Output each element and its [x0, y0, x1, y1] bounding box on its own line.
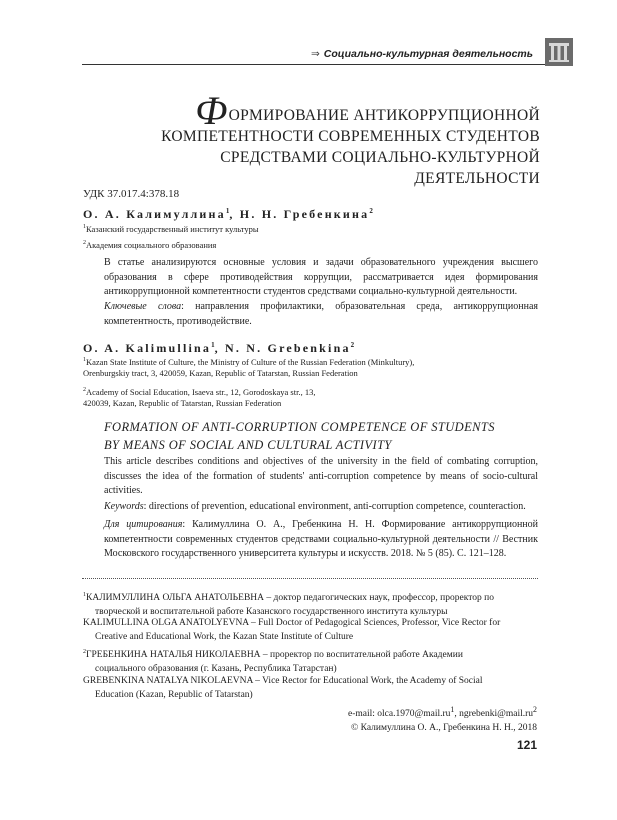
abstract-en: This article describes conditions and objectives of the university in the field of combating corruption, discusses the idea of the formation of students' anti-corruption competence by means of socio-cultural activities. [104, 456, 538, 496]
abstract-ru: В статье анализируются основные условия и задачи образовательного учреждения высшего образования в сфере противодействия коррупции, рассматривается идея формирования антикоррупционной компетентности студентов средствами социально-культурной деятельности. [104, 257, 538, 297]
footnote-author2-ru: $^2$ГРЕБЕНКИНА НАТАЛЬЯ НИКОЛАЕВНА – проректор по воспитательной работе Академии социального образования (г. Казань, Республика Татарстан) [83, 649, 463, 674]
footnote-author2-en: GREBENKINA NATALYA NIKOLAEVNA – Vice Rector for Educational Work, the Academy of Social Education (Kazan, Republic of Tatarstan) [83, 676, 483, 700]
article-title-ru: ФОРМИРОВАНИЕ АНТИКОРРУПЦИОННОЙ КОМПЕТЕНТНОСТИ СОВРЕМЕННЫХ СТУДЕНТОВ СРЕДСТВАМИ СОЦИАЛЬНО-КУЛЬТУРНОЙ ДЕЯТЕЛЬНОСТИ [161, 88, 540, 187]
section-name: Социально-культурная деятельность [323, 48, 533, 60]
affiliation-en-2: $^2$Academy of Social Education, Isaeva str., 12, Gorodoskaya str., 13, 420039, Kazan, Republic of Tatarstan, Russian Federation [83, 386, 316, 408]
contact-info [348, 703, 537, 735]
keywords-ru: Ключевые слова: направления профилактики, образовательная среда, антикоррупционная компетентность, противодействие. [104, 301, 538, 327]
email-link-1[interactable]: olca.1970@mail.ru [377, 709, 451, 720]
affiliation-ru-1: $^1$Казанский государственный институт культуры [83, 223, 259, 234]
article-title-en: FORMATION OF ANTI-CORRUPTION COMPETENCE OF STUDENTS BY MEANS OF SOCIAL AND CULTURAL ACTIVITY [104, 420, 495, 452]
email-link-2[interactable]: ngrebenki@mail.ru [459, 709, 534, 720]
copyright: © Калимуллина О. А., Гребенкина Н. Н., 2018 [351, 722, 537, 733]
authors-en: O. A. Kalimullina$^1$, N. N. Grebenkina$^2$ [83, 341, 355, 355]
page-number: 121 [516, 738, 537, 752]
footnote-separator [82, 578, 538, 579]
email-line: e-mail: $olca.1970@mail.ru^1$, $ngrebenki@mail.ru^2$ [348, 705, 537, 720]
authors-ru: О. А. Калимуллина$^1$, Н. Н. Гребенкина$^2$ [83, 207, 373, 221]
udk-code: УДК 37.017.4:378.18 [83, 188, 180, 200]
journal-logo-icon [545, 38, 573, 66]
footnote-author1-en: KALIMULLINA OLGA ANATOLYEVNA – Full Doctor of Pedagogical Sciences, Professor, Vice Rector for Creative and Educational Work, the Kazan State Institute of Culture [83, 618, 501, 642]
running-header [311, 48, 533, 60]
affiliation-ru-2: $^2$Академия социального образования [83, 239, 217, 250]
arrow-icon: ⇒ [310, 48, 320, 60]
title-initial: Ф [195, 88, 228, 133]
keywords-en: Keywords: directions of prevention, educational environment, anti-corruption competence, counteraction. [104, 501, 526, 512]
header-rule [82, 64, 560, 65]
footnote-author1-ru: $^1$КАЛИМУЛЛИНА ОЛЬГА АНАТОЛЬЕВНА – доктор педагогических наук, профессор, проректор по творческой и воспитательной работе Казанского государственного института культуры [83, 592, 494, 617]
citation: Для цитирования: Калимуллина О. А., Гребенкина Н. Н. Формирование антикоррупционной компетентности современных студентов средствами социально-культурной деятельности // Вестник Московского государственного университета культуры и искусств. 2018. № 5 (85). С. 121–128. [104, 519, 538, 559]
affiliation-en-1: $^1$Kazan State Institute of Culture, the Ministry of Culture of the Russian Federation (Minkultury), Orenburgskiy tract, 3, 420059, Kazan, Republic of Tatarstan, Russian Federation [83, 356, 415, 378]
